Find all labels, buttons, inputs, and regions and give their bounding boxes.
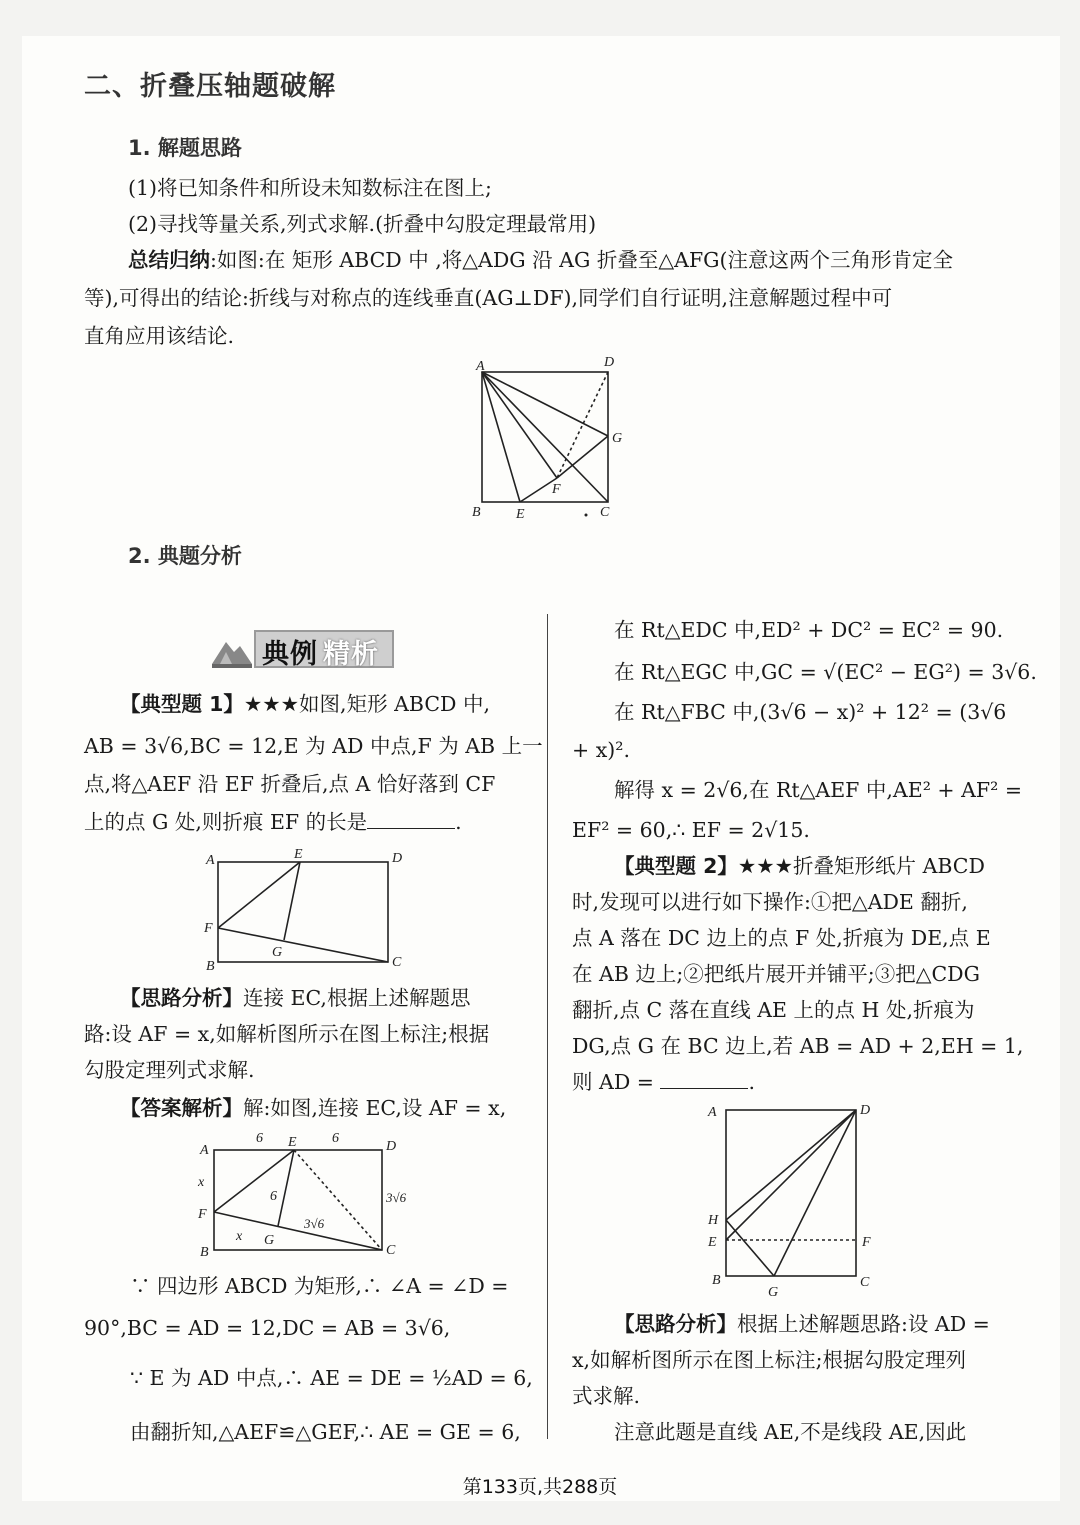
- idea1-line-2: 路:设 AF = x,如解析图所示在图上标注;根据: [84, 1022, 490, 1046]
- fig1-label-a: A: [476, 359, 485, 374]
- idea2-line-2: x,如解析图所示在图上标注;根据勾股定理列: [572, 1348, 966, 1372]
- problem1-line-2: AB = 3√6,BC = 12,E 为 AD 中点,F 为 AB 上一: [84, 734, 543, 758]
- fig3-label-f: F: [198, 1207, 207, 1222]
- fig2-label-g: G: [272, 945, 283, 960]
- fig4-label-c: C: [860, 1275, 870, 1290]
- problem2-line-1: 【典型题 2】★★★折叠矩形纸片 ABCD: [614, 854, 985, 878]
- idea1-line-3: 勾股定理列式求解.: [84, 1058, 255, 1082]
- fig3-label-c: C: [386, 1243, 396, 1258]
- column-divider: [547, 614, 548, 1439]
- problem1-line-3: 点,将△AEF 沿 EF 折叠后,点 A 恰好落到 CF: [84, 772, 496, 796]
- fig2-label-a: A: [206, 853, 215, 868]
- fig3-label-x2: x: [236, 1229, 243, 1244]
- fig3-label-g: G: [264, 1233, 275, 1248]
- problem1-line-1: 【典型题 1】★★★如图,矩形 ABCD 中,: [120, 692, 490, 716]
- figure-problem2: [700, 1098, 890, 1298]
- answer1-line-1: 【答案解析】解:如图,连接 EC,设 AF = x,: [120, 1096, 507, 1120]
- figure-answer1: [190, 1126, 430, 1264]
- fig4-label-d: D: [860, 1103, 871, 1118]
- cont-line-6: EF² = 60,∴ EF = 2√15.: [572, 818, 810, 842]
- answer1-line-4: ∵ E 为 AD 中点,∴ AE = DE = ½AD = 6,: [130, 1366, 533, 1390]
- fig1-label-b: B: [472, 505, 481, 520]
- idea2-line-3: 式求解.: [572, 1384, 641, 1408]
- cont-line-1: 在 Rt△EDC 中,ED² + DC² = EC² = 90.: [614, 618, 1004, 642]
- idea2-tag: 【思路分析】: [614, 1312, 737, 1336]
- fig3-label-6a: 6: [256, 1131, 263, 1146]
- fig1-dot: [585, 514, 588, 517]
- answer-blank-1: [367, 808, 455, 829]
- fig2-label-e: E: [294, 847, 303, 862]
- fig3-label-3r6-right: 3√6: [386, 1190, 407, 1205]
- idea1-tag: 【思路分析】: [120, 986, 243, 1010]
- fig1-label-g: G: [612, 431, 623, 446]
- answer1-line-2: ∵ 四边形 ABCD 为矩形,∴ ∠A = ∠D =: [130, 1274, 509, 1298]
- step-2: (2)寻找等量关系,列式求解.(折叠中勾股定理最常用): [128, 212, 597, 236]
- answer1-line-3: 90°,BC = AD = 12,DC = AB = 3√6,: [84, 1316, 451, 1340]
- problem2-line-5: 翻折,点 C 落在直线 AE 上的点 H 处,折痕为: [572, 998, 975, 1022]
- note-line: 注意此题是直线 AE,不是线段 AE,因此: [614, 1420, 967, 1444]
- answer1-line-5: 由翻折知,△AEF≌△GEF,∴ AE = GE = 6,: [130, 1420, 521, 1444]
- fig2-label-f: F: [204, 921, 213, 936]
- fig3-label-d: D: [386, 1139, 397, 1154]
- fig2-label-b: B: [206, 959, 215, 974]
- answer-blank-2: [660, 1068, 748, 1089]
- fig3-label-x1: x: [198, 1175, 205, 1190]
- problem2-line-7: 则 AD = .: [572, 1070, 756, 1094]
- fig4-label-e: E: [708, 1235, 717, 1250]
- idea1-line-1: 【思路分析】连接 EC,根据上述解题思: [120, 986, 471, 1010]
- fig3-label-6b: 6: [332, 1131, 339, 1146]
- summary-line-3: 直角应用该结论.: [84, 324, 235, 348]
- fig1-label-c: C: [600, 505, 610, 520]
- problem2-line-4: 在 AB 边上;②把纸片展开并铺平;③把△CDG: [572, 962, 980, 986]
- fig3-label-a: A: [200, 1143, 209, 1158]
- figure-fold-square: [462, 352, 632, 527]
- problem2-line-2: 时,发现可以进行如下操作:①把△ADE 翻折,: [572, 890, 968, 914]
- problem2-tag: 【典型题 2】★★★: [614, 854, 794, 878]
- fig4-label-f: F: [862, 1235, 871, 1250]
- example-banner: [210, 628, 396, 672]
- fig3-label-3r6-mid: 3√6: [304, 1216, 325, 1231]
- subheading-approach: 1. 解题思路: [128, 136, 242, 160]
- fig2-label-c: C: [392, 955, 402, 970]
- page-footer: 第133页,共288页: [462, 1476, 618, 1498]
- banner-text-1: 典例: [262, 639, 318, 670]
- summary-line-2: 等),可得出的结论:折线与对称点的连线垂直(AG⊥DF),同学们自行证明,注意解题过程中可: [84, 286, 893, 310]
- idea2-line-1: 【思路分析】根据上述解题思路:设 AD =: [614, 1312, 990, 1336]
- section-title: 二、折叠压轴题破解: [84, 71, 336, 102]
- answer1-tag: 【答案解析】: [120, 1096, 243, 1120]
- fig2-label-d: D: [392, 851, 403, 866]
- cont-line-2: 在 Rt△EGC 中,GC = √(EC² − EG²) = 3√6.: [614, 660, 1037, 684]
- fig4-label-g: G: [768, 1285, 779, 1298]
- fig1-label-d: D: [604, 355, 615, 370]
- summary-line-1: 总结归纳:如图:在 矩形 ABCD 中 ,将△ADG 沿 AG 折叠至△AFG(注意这两个三角形肯定全: [128, 248, 954, 272]
- problem1-line-4: 上的点 G 处,则折痕 EF 的长是 .: [84, 810, 462, 834]
- figure-problem1: [196, 842, 416, 974]
- fig3-label-b: B: [200, 1245, 209, 1260]
- banner-text-2: 精析: [323, 639, 379, 670]
- subheading-examples: 2. 典题分析: [128, 544, 242, 568]
- problem1-tag: 【典型题 1】★★★: [120, 692, 300, 716]
- fig3-label-e: E: [288, 1135, 297, 1150]
- cont-line-3: 在 Rt△FBC 中,(3√6 − x)² + 12² = (3√6: [614, 700, 1007, 724]
- fig3-label-6c: 6: [270, 1189, 277, 1204]
- step-1: (1)将已知条件和所设未知数标注在图上;: [128, 176, 492, 200]
- cont-line-5: 解得 x = 2√6,在 Rt△AEF 中,AE² + AF² =: [614, 778, 1023, 802]
- summary-label: 总结归纳: [128, 248, 210, 272]
- problem2-line-6: DG,点 G 在 BC 边上,若 AB = AD + 2,EH = 1,: [572, 1034, 1024, 1058]
- fig4-label-b: B: [712, 1273, 721, 1288]
- problem2-line-3: 点 A 落在 DC 边上的点 F 处,折痕为 DE,点 E: [572, 926, 991, 950]
- fig4-label-h: H: [708, 1213, 719, 1228]
- cont-line-4: + x)².: [572, 738, 630, 762]
- mountain-icon: [210, 630, 254, 670]
- fig4-label-a: A: [708, 1105, 717, 1120]
- fig1-label-f: F: [552, 482, 561, 497]
- fig1-label-e: E: [516, 507, 525, 522]
